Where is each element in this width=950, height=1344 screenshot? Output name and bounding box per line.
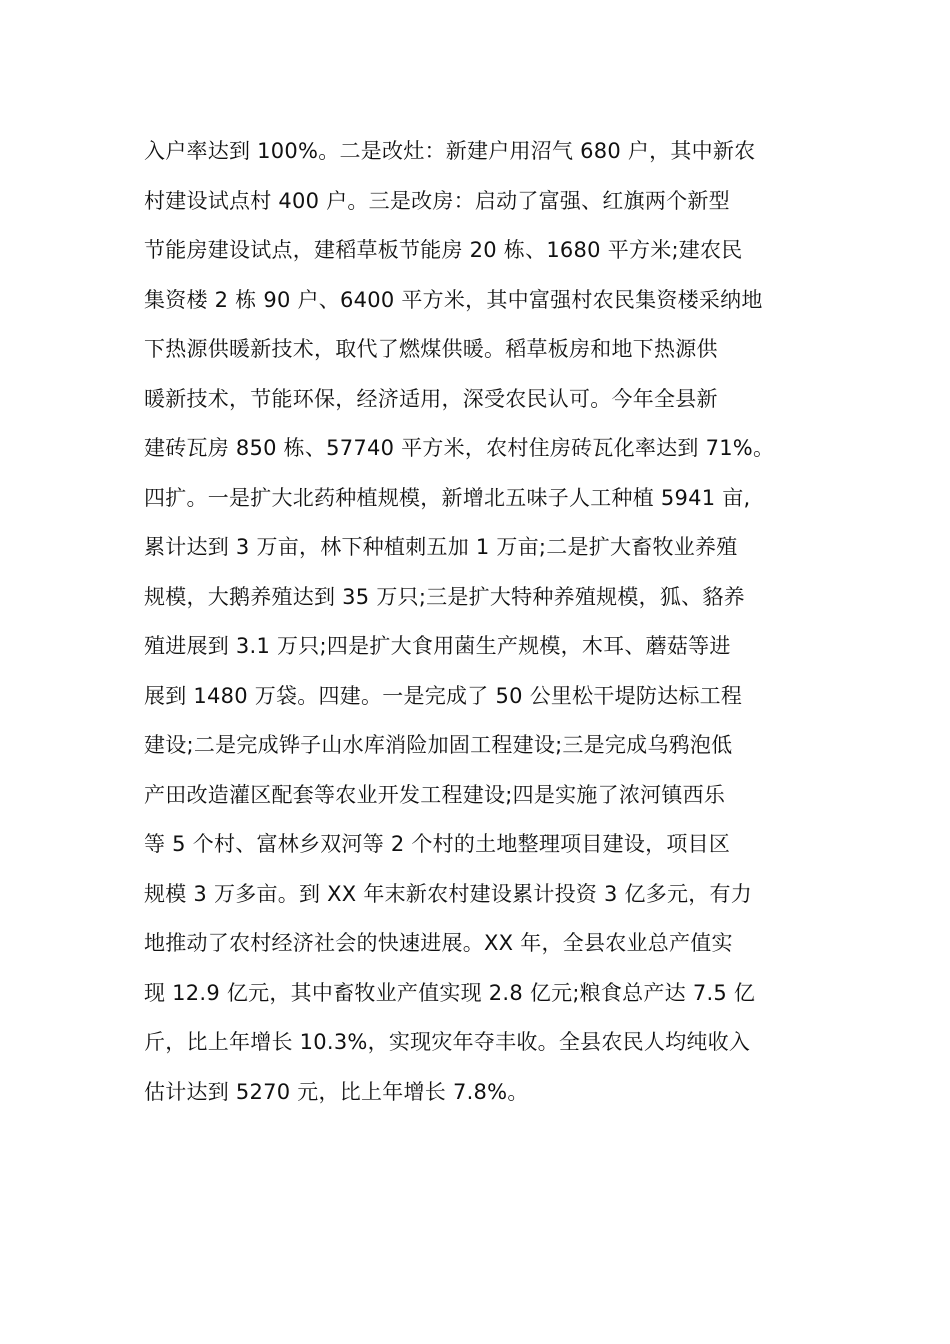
text-line: 产田改造灌区配套等农业开发工程建设;四是实施了浓河镇西乐 [144, 782, 726, 807]
text-line: 地推动了农村经济社会的快速进展。XX 年，全县农业总产值实 [144, 931, 733, 955]
text-line: 规模 3 万多亩。到 XX 年末新农村建设累计投资 3 亿多元，有力 [144, 881, 753, 906]
text-line: 下热源供暖新技术，取代了燃煤供暖。稻草板房和地下热源供 [144, 337, 718, 361]
text-line: 规模，大鹅养殖达到 35 万只;三是扩大特种养殖规模，狐、貉养 [144, 584, 745, 609]
text-line: 入户率达到 100%。二是改灶：新建户用沼气 680 户，其中新农 [144, 139, 756, 163]
text-line: 累计达到 3 万亩，林下种植刺五加 1 万亩;二是扩大畜牧业养殖 [144, 535, 738, 559]
text-line: 斤，比上年增长 10.3%，实现灾年夺丰收。全县农民人均纯收入 [144, 1030, 751, 1054]
text-line: 建砖瓦房 850 栋、57740 平方米，农村住房砖瓦化率达到 71%。 [144, 436, 775, 460]
text-line: 集资楼 2 栋 90 户、6400 平方米，其中富强村农民集资楼采纳地 [144, 287, 763, 312]
text-line: 估计达到 5270 元，比上年增长 7.8%。 [144, 1079, 529, 1104]
text-line: 四扩。一是扩大北药种植规模，新增北五味子人工种植 5941 亩, [144, 485, 751, 510]
text-line: 等 5 个村、富林乡双河等 2 个村的土地整理项目建设，项目区 [144, 832, 731, 856]
text-line: 殖进展到 3.1 万只;四是扩大食用菌生产规模，木耳、蘑菇等进 [144, 634, 731, 658]
text-line: 现 12.9 亿元，其中畜牧业产值实现 2.8 亿元;粮食总产达 7.5 亿 [144, 980, 756, 1005]
text-line: 暖新技术，节能环保，经济适用，深受农民认可。今年全县新 [144, 386, 718, 411]
text-line: 展到 1480 万袋。四建。一是完成了 50 公里松干堤防达标工程 [144, 683, 743, 708]
body-paragraph [144, 127, 824, 1117]
text-line: 村建设试点村 400 户。三是改房：启动了富强、红旗两个新型 [144, 188, 730, 213]
text-line: 节能房建设试点，建稻草板节能房 20 栋、1680 平方米;建农民 [144, 238, 743, 262]
text-line: 建设;二是完成铧子山水库消险加固工程建设;三是完成乌鸦泡低 [144, 733, 733, 757]
